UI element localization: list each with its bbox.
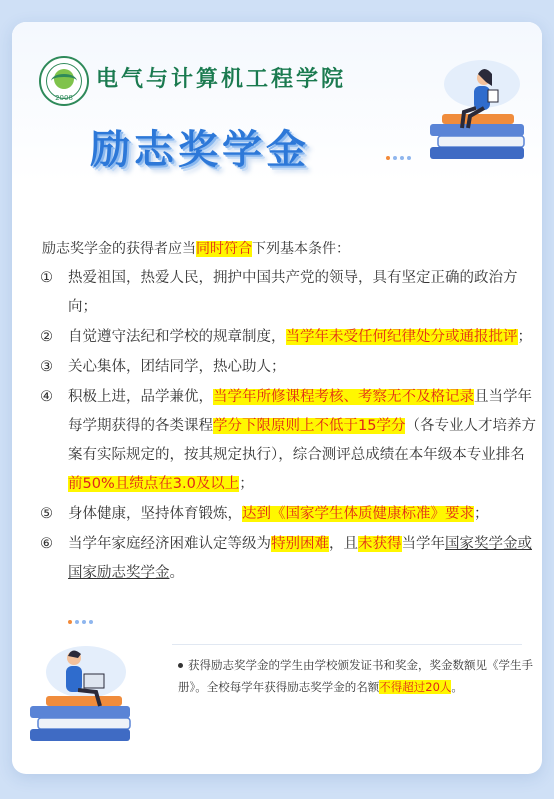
condition-text [68,500,536,529]
condition-number: ③ [40,359,53,375]
condition-item [40,500,536,529]
condition-text-part: ； [474,506,489,522]
condition-highlight: 特别困难 [271,536,329,552]
condition-number: ① [40,270,53,286]
college-name: 电气与计算机工程学院 [96,66,347,92]
condition-text-part: ； [517,329,532,345]
footnote-text-end: 。 [451,680,463,694]
condition-text: 关心集体，团结同学，热心助人； [68,359,286,375]
condition-item [40,353,536,382]
intro-highlight: 同时符合 [196,241,252,257]
condition-text-part: 积极上进，品学兼优， [68,389,213,405]
condition-number: ⑥ [40,536,53,552]
condition-number: ④ [40,389,53,405]
condition-text-part: 当学年 [401,536,445,552]
condition-text [68,530,536,588]
condition-item [40,530,536,588]
footnote-highlight: 不得超过20人 [379,680,452,694]
college-logo [39,56,89,106]
condition-item [40,323,536,352]
condition-highlight: 学分下限原则上不低于15学分 [213,418,406,434]
condition-text-part: ； [239,476,254,492]
condition-text-part: 。 [169,565,184,581]
decor-dots-bottom [68,620,93,624]
bullet-icon [178,663,183,668]
condition-text-part: 且当学年每学期获得的各类课程 [68,389,532,434]
condition-highlight: 达到《国家学生体质健康标准》要求 [242,506,474,522]
condition-text-part: 自觉遵守法纪和学校的规章制度， [68,329,286,345]
condition-highlight: 当学年所修课程考核、考察无不及格记录 [213,389,474,405]
condition-text-part: 当学年家庭经济困难认定等级为 [68,536,271,552]
condition-text [68,383,536,499]
logo-year: 2008 [55,94,73,102]
conditions-list [40,264,536,589]
condition-text [68,323,536,352]
condition-highlight: 当学年未受任何纪律处分或通报批评 [285,329,518,345]
intro-text [42,238,350,258]
intro-before: 励志奖学金的获得者应当 [42,241,196,257]
note-divider [172,644,522,645]
condition-text-part: （各专业人才培养方案有实际规定的，按其规定执行），综合测评总成绩在本年级本专业排名 [68,418,536,463]
reading-person-illustration [424,56,534,166]
page-title: 励志奖学金 [90,127,310,173]
condition-item [40,264,536,322]
condition-text: 热爱祖国，热爱人民，拥护中国共产党的领导，具有坚定正确的政治方向； [68,270,518,315]
footnote-text: 获得励志奖学金的学生由学校颁发证书和奖金，奖金数额见《学生手册》。全校每学年获得励志奖学金的名额 [178,658,533,694]
condition-highlight: 前50%且绩点在3.0及以上 [68,476,240,492]
footnote [178,654,538,698]
logo-swoosh [51,74,77,88]
condition-number: ⑤ [40,506,53,522]
condition-text-part: 身体健康，坚持体育锻炼， [68,506,242,522]
intro-after: 下列基本条件： [252,241,350,257]
poster-card [12,22,542,774]
condition-underline: 国家奖学金或国家励志奖学金 [68,536,532,581]
decor-dots-top [386,156,411,160]
condition-text-part: ，且 [329,536,358,552]
condition-number: ② [40,329,53,345]
condition-item [40,383,536,499]
laptop-person-illustration [26,632,146,752]
condition-highlight: 未获得 [358,536,402,552]
